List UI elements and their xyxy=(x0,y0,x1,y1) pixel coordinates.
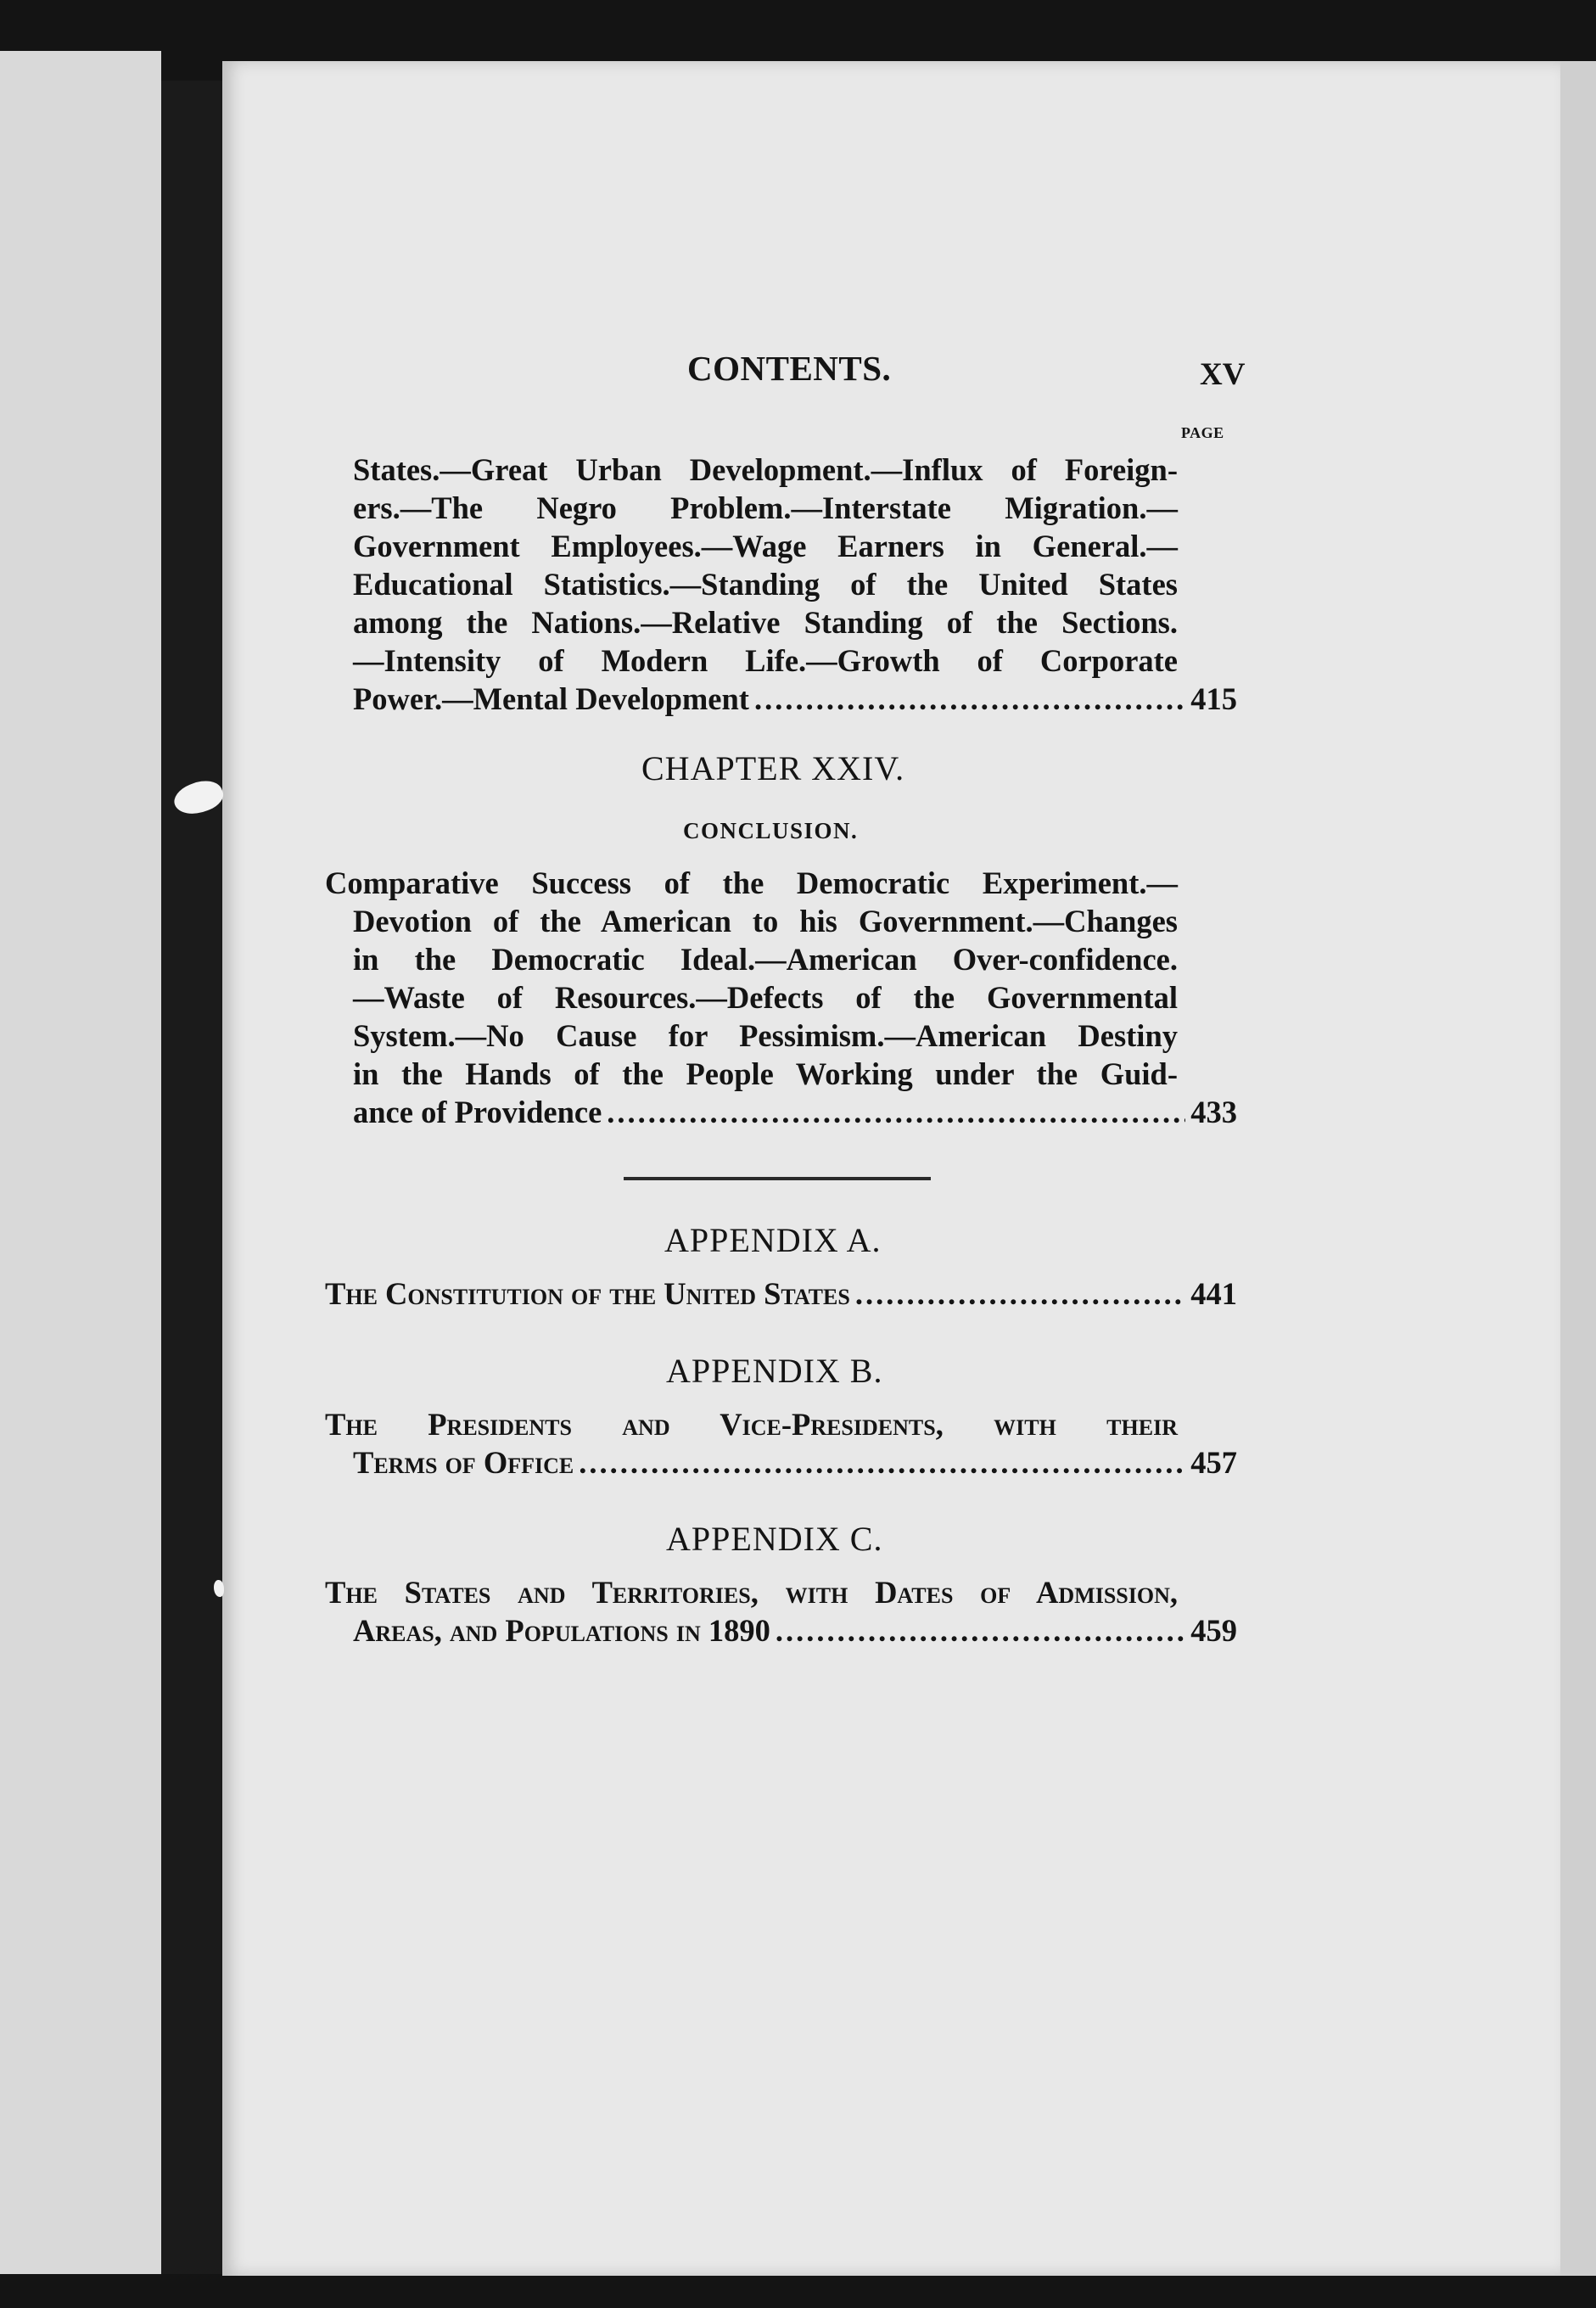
toc-text-line: —Waste of Resources.—Defects of the Governmental xyxy=(353,980,1178,1015)
dot-leader xyxy=(776,1611,1185,1650)
toc-text-line: in the Hands of the People Working under the Guid- xyxy=(353,1056,1178,1091)
toc-entry-text: ance of Providence xyxy=(353,1095,602,1129)
toc-entry-text: Terms of Office xyxy=(353,1445,574,1480)
toc-entry-text: The Constitution of the United States xyxy=(325,1276,850,1311)
toc-page-number: 459 xyxy=(1190,1613,1237,1648)
dot-leader xyxy=(607,1093,1185,1132)
toc-text-line: The Presidents and Vice-Presidents, with their xyxy=(325,1407,1178,1442)
toc-text-line: Educational Statistics.—Standing of the United States xyxy=(353,567,1178,602)
toc-text-line: Devotion of the American to his Government.—Changes xyxy=(353,904,1178,938)
appendix-heading: APPENDIX B. xyxy=(666,1352,883,1390)
toc-text-line: Government Employees.—Wage Earners in General.— xyxy=(353,529,1178,563)
section-divider xyxy=(624,1177,931,1180)
book-gutter xyxy=(161,81,229,2274)
toc-entry-with-page xyxy=(353,1093,1237,1132)
toc-page-number: 441 xyxy=(1190,1276,1237,1311)
toc-entry-text: Areas, and Populations in 1890 xyxy=(353,1613,770,1648)
toc-text-line: States.—Great Urban Development.—Influx of Foreign- xyxy=(353,452,1178,487)
toc-entry-with-page xyxy=(325,1274,1237,1314)
toc-page-number: 457 xyxy=(1190,1445,1237,1480)
toc-page-number: 415 xyxy=(1190,681,1237,716)
paper-flake-mark xyxy=(214,1580,224,1597)
toc-page-number: 433 xyxy=(1190,1095,1237,1129)
running-title: CONTENTS. xyxy=(687,349,892,388)
appendix-heading: APPENDIX A. xyxy=(664,1221,882,1259)
toc-entry-text: Power.—Mental Development xyxy=(353,681,749,716)
toc-text-line: among the Nations.—Relative Standing of the Sections. xyxy=(353,605,1178,640)
toc-text-line: ers.—The Negro Problem.—Interstate Migration.— xyxy=(353,490,1178,525)
chapter-subheading: CONCLUSION. xyxy=(683,818,859,843)
facing-page-edge xyxy=(0,51,161,2274)
toc-text-line: in the Democratic Ideal.—American Over-confidence. xyxy=(353,942,1178,977)
toc-text-line: The States and Territories, with Dates of Admission, xyxy=(325,1575,1178,1610)
page-column-label: PAGE xyxy=(1181,424,1224,441)
toc-entry-with-page xyxy=(353,1611,1237,1650)
page-right-edge xyxy=(1560,61,1596,2276)
toc-text-line: —Intensity of Modern Life.—Growth of Corporate xyxy=(353,643,1178,678)
dot-leader xyxy=(579,1443,1185,1482)
chapter-heading: CHAPTER XXIV. xyxy=(641,749,905,787)
appendix-heading: APPENDIX C. xyxy=(666,1520,883,1558)
toc-entry-with-page xyxy=(353,1443,1237,1482)
dot-leader xyxy=(855,1274,1185,1314)
page-folio: XV xyxy=(1200,357,1246,392)
toc-text-line: System.—No Cause for Pessimism.—American Destiny xyxy=(353,1018,1178,1053)
page-sheet xyxy=(222,61,1560,2276)
toc-entry-with-page xyxy=(353,680,1237,719)
dot-leader xyxy=(754,680,1185,719)
toc-text-line: Comparative Success of the Democratic Experiment.— xyxy=(325,866,1178,900)
